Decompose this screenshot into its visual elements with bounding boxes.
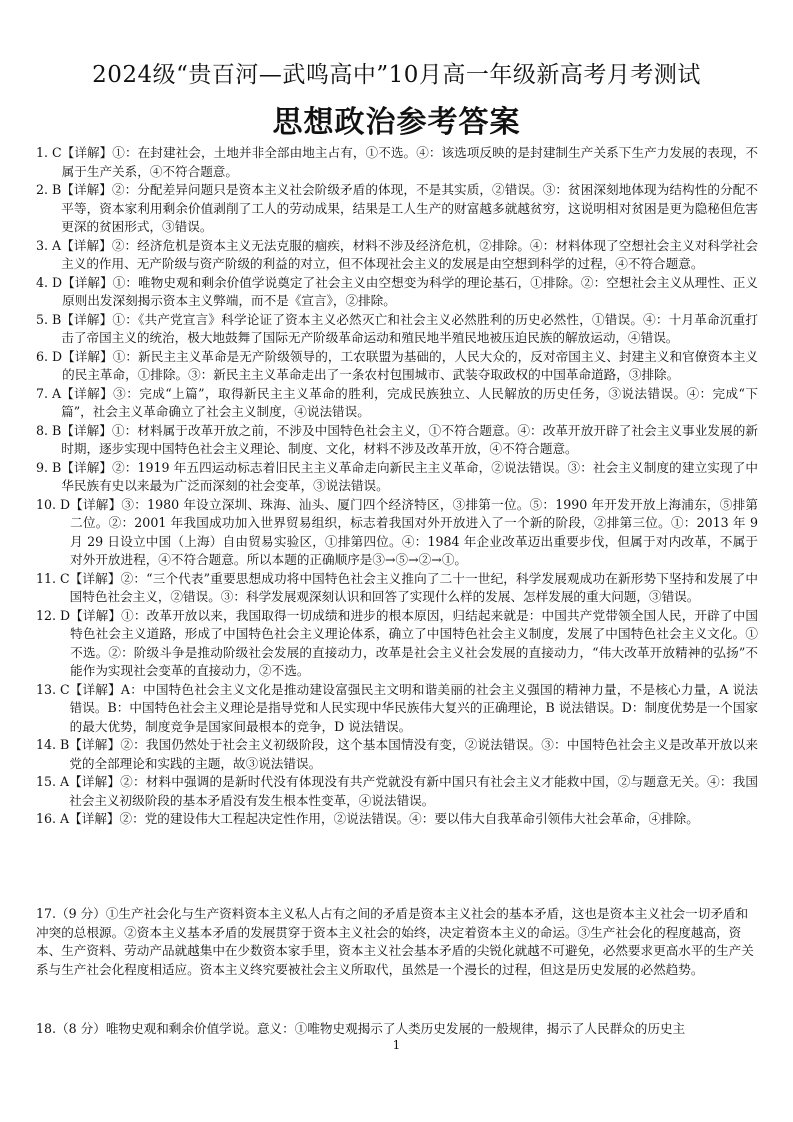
answer-number: 10. D [36, 496, 71, 512]
answer-text: 【详解】①：材料属于改革开放之前，不涉及中国特色社会主义，①不符合题意。④：改革开放开辟了社会主义事业发展的新时期，逐步实现中国特色社会主义理论、制度、文化，材料不涉及改革开放，④不符合题意。 [61, 422, 758, 456]
answer-number: 12. D [36, 607, 71, 623]
answer-item [36, 736, 758, 773]
answer-number: 9. B [36, 459, 62, 475]
answer-number: 3. A [36, 237, 62, 253]
answer-item [36, 773, 758, 810]
answer-item [36, 348, 758, 385]
answer-text: 【详解】②：1919 年五四运动标志着旧民主主义革命走向新民主主义革命，②说法错误。③：社会主义制度的建立实现了中华民族有史以来最为广泛而深刻的社会变革，③说法错误。 [61, 459, 758, 493]
answer-list [36, 144, 758, 829]
answer-item [36, 385, 758, 422]
answer-number: 5. B [36, 311, 62, 327]
answer-text: 【详解】A：中国特色社会主义文化是推动建设富强民主文明和谐美丽的社会主义强国的精神力量，不是核心力量，A 说法错误。B：中国特色社会主义理论是指导党和人民实现中华民族伟大复兴的正确理论，B 说法错误。D：制度优势是一个国家的最大优势，制度竞争是国家间最根本的竞争，D 说法错误。 [69, 681, 758, 734]
answer-text: 【详解】②：材料中强调的是新时代没有体现没有共产党就没有新中国只有社会主义才能救中国，②与题意无关。④：我国社会主义初级阶段的基本矛盾没有发生根本性变革，④说法错误。 [69, 774, 758, 808]
answer-number: 2. B [36, 182, 62, 197]
answer-number: 4. D [36, 274, 63, 290]
answer-text: 【详解】①：《共产党宣言》科学论证了资本主义必然灭亡和社会主义必然胜利的历史必然性，①错误。④：十月革命沉重打击了帝国主义的统治，极大地鼓舞了国际无产阶级革命运动和殖民地半殖民地被压迫民族的解放运动，④错误。 [61, 311, 758, 345]
answer-item [36, 607, 758, 681]
answer-text: 【详解】②：分配差异问题只是资本主义社会阶级矛盾的体现，不是其实质，②错误。③：贫困深刻地体现为结构性的分配不平等，资本家利用剩余价值剥削了工人的劳动成果，结果是工人生产的财富越多就越贫穷，这说明相对贫困是更为隐秘但危害更深的贫困形式，③错误。 [61, 182, 758, 234]
answer-item [36, 144, 758, 181]
answer-number: 1. C [36, 145, 62, 160]
answer-item [36, 237, 758, 274]
answer-text: 【详解】②：我国仍然处于社会主义初级阶段，这个基本国情没有变，②说法错误。③：中国特色社会主义是改革开放以来党的全部理论和实践的主题，故③说法错误。 [69, 737, 758, 771]
answer-text: 【详解】①：在封建社会，土地并非全部由地主占有，①不选。④：该选项反映的是封建制生产关系下生产力发展的表现，不属于生产关系，④不符合题意。 [61, 145, 758, 179]
essay-number: 17. [36, 906, 57, 921]
answer-item [36, 422, 758, 459]
answer-text: 【详解】①：新民主主义革命是无产阶级领导的，工农联盟为基础的，人民大众的，反对帝国主义、封建主义和官僚资本主义的民主革命，①排除。③：新民主主义革命走出了一条农村包围城市、武装夺取政权的中国革命道路，③排除。 [62, 348, 758, 382]
page-number: 1 [392, 1038, 401, 1052]
answer-item [36, 459, 758, 496]
answer-text: 【详解】①：改革开放以来，我国取得一切成绩和进步的根本原因，归结起来就是：中国共产党带领全国人民，开辟了中国特色社会主义道路，形成了中国特色社会主义理论体系，确立了中国特色社会主义制度，发展了中国特色社会主义文化。①不选。②：阶级斗争是推动阶级社会发展的直接动力，改革是社会主义社会发展的直接动力，“伟大改革开放精神的弘扬”不能作为实现社会变革的直接动力，②不选。 [70, 607, 758, 678]
exam-title: 2024级“贵百河—武鸣高中”10月高一年级新高考月考测试 [92, 62, 701, 88]
answer-number: 8. B [36, 422, 62, 438]
answer-item [36, 681, 758, 737]
answer-text: 【详解】②：党的建设伟大工程起决定性作用，②说法错误。④：要以伟大自我革命引领伟大社会革命，④排除。 [69, 811, 699, 826]
answer-item [36, 181, 758, 237]
answer-item [36, 570, 758, 607]
answer-key-title: 思想政治参考答案 [272, 105, 521, 140]
essay-text: （9 分）①生产社会化与生产资料资本主义私人占有之间的矛盾是资本主义社会的基本矛盾，这也是资本主义社会一切矛盾和冲突的总根源。②资本主义基本矛盾的发展贯穿于资本主义社会的始终，决定着资本主义的命运。③生产社会化的程度越高，资本、生产资料、劳动产品就越集中在少数资本家手里，资本主义社会基本矛盾的尖锐化就越不可避免，必然要求更高水平的生产关系与生产社会化程度相适应。资本主义终究要被社会主义所取代，虽然是一个漫长的过程，但这是历史发展的必然趋势。 [36, 906, 754, 977]
answer-number: 7. A [36, 385, 62, 401]
answer-number: 16. A [36, 811, 70, 826]
answer-item [36, 274, 758, 311]
answer-item [36, 496, 758, 570]
essay-answer-18 [36, 1020, 758, 1039]
answer-text: 【详解】③：完成“上篇”，取得新民主主义革命的胜利，完成民族独立、人民解放的历史任务，③说法错误。④：完成“下篇”，社会主义革命确立了社会主义制度，④说法错误。 [61, 385, 758, 419]
answer-item [36, 311, 758, 348]
answer-text: 【详解】②：“三个代表”重要思想成功将中国特色社会主义推向了二十一世纪，科学发展观成功在新形势下坚持和发展了中国特色社会主义，②错误。③：科学发展观深刻认识和回答了实现什么样的发展、怎样发展的重大问题，③错误。 [69, 570, 758, 604]
answer-number: 15. A [36, 774, 70, 789]
essay-answer-17 [36, 905, 758, 979]
essay-number: 18. [36, 1021, 57, 1036]
answer-item [36, 810, 758, 829]
answer-number: 14. B [36, 737, 70, 752]
answer-number: 11. C [36, 570, 70, 586]
answer-text: 【详解】①：唯物史观和剩余价值学说奠定了社会主义由空想变为科学的理论基石，①排除。②：空想社会主义从理性、正义原则出发深刻揭示资本主义弊端，而不是《宣言》，②排除。 [62, 274, 758, 308]
answer-text: 【详解】③：1980 年设立深圳、珠海、汕头、厦门四个经济特区，③排第一位。⑤：1990 年开发开放上海浦东，⑤排第二位。②：2001 年我国成功加入世界贸易组织，标志着我国对外开放进入了一个新的阶段，②排第三位。①：2013 年 9 月 29 日设立中国（上海）自由贸易实验区，①排第四位。④：1984 年企业改革迈出重要步伐，但属于对内改革，不属于对外开放进程，④不符合题意。所以本题的正确顺序是③→⑤→②→①。 [70, 496, 758, 567]
answer-number: 6. D [36, 348, 63, 364]
essay-text: （8 分）唯物史观和剩余价值学说。意义：①唯物史观揭示了人类历史发展的一般规律，揭示了人民群众的历史主 [56, 1021, 686, 1036]
answer-number: 13. C [36, 681, 70, 697]
answer-text: 【详解】②：经济危机是资本主义无法克服的痼疾，材料不涉及经济危机，②排除。④：材料体现了空想社会主义对科学社会主义的作用、无产阶级与资产阶级的利益的对立，但不体现社会主义的发展是由空想到科学的过程，④不符合题意。 [61, 237, 758, 271]
